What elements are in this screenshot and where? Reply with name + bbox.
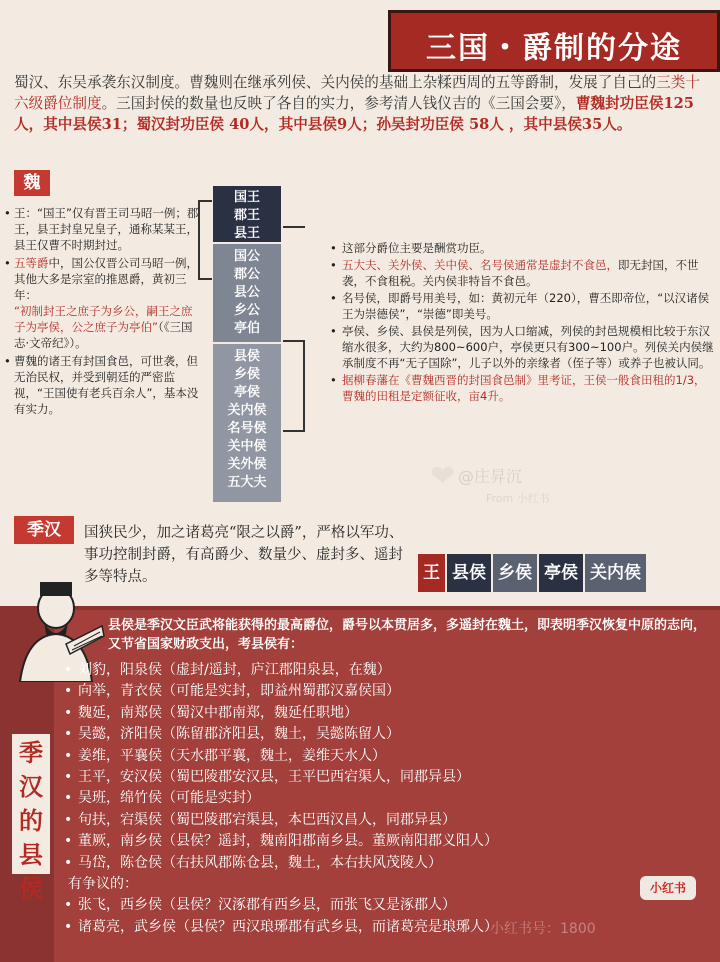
list-item: • 吴懿，济阳侯（陈留郡济阳县，魏土，吴懿陈留人）: [62, 724, 712, 745]
list-item: • 姜维，平襄侯（天水郡平襄，魏土，姜维天水人）: [62, 746, 712, 767]
rank-box-dukes: [213, 244, 281, 342]
heart-icon: ❤: [430, 459, 456, 494]
bracket-right: [283, 340, 305, 432]
list-item: • 吴班，绵竹侯（可能是实封）: [62, 788, 712, 809]
note-quote: “初制封王之庶子为乡公，嗣王之庶子为亭侯，公之庶子为亭伯”: [14, 304, 193, 334]
wei-note-king: [4, 205, 200, 253]
wei-rnote-1: [330, 240, 714, 256]
rank-item: 乡公: [233, 303, 260, 318]
disputed-heading: 有争议的：: [68, 876, 138, 893]
author-watermark: @庄昇沉: [458, 467, 523, 486]
note-highlight: 据柳春藩在《曹魏西晋的封国食邑制》里考证，王侯一般食田租的1/3，曹魏的田租是定额征收，亩4升。: [342, 373, 706, 403]
rank-box-marquises: [213, 344, 281, 502]
wei-note-five-ranks: [4, 255, 200, 351]
wei-rnote-3: [330, 290, 714, 322]
note-text: 名号侯，即爵号用美号，如：黄初元年（220），曹丕即帝位，“以汉诸侯王为崇德侯”，“崇德”即美号。: [342, 291, 710, 321]
wei-rnote-2: [330, 257, 714, 289]
title-banner: [388, 10, 720, 72]
rank-box-kings: [213, 186, 281, 242]
rank-item: 五大夫: [227, 475, 267, 490]
list-item: • 马岱，陈仓侯（右扶风郡陈仓县，魏土，本右扶风茂陵人）: [62, 853, 712, 874]
han-rank-bar: [418, 554, 648, 592]
list-item: • 刘豹，阳泉侯（虚封/遥封，庐江郡阳泉县，在魏）: [62, 660, 712, 681]
rank-item: 名号侯: [227, 421, 267, 436]
rank-item: 乡侯: [233, 367, 260, 382]
bracket-left: [198, 200, 212, 280]
rank-item: 郡王: [233, 208, 260, 223]
rank-township-marquis: 乡侯: [493, 554, 537, 592]
intro-text-2: 。三国封侯的数量也反映了各自的实力，参考清人钱仪吉的《三国会要》，: [101, 95, 576, 112]
list-item: • 王平，安汉侯（蜀巴陵郡安汉县，王平巴西宕渠人，同郡异县）: [62, 767, 712, 788]
source-watermark: From 小红书: [486, 492, 550, 505]
intro-paragraph: [14, 72, 714, 135]
county-intro: 县侯是季汉文臣武将能获得的最高爵位，爵号以本贯居多，多遥封在魏土，即表明季汉恢复中原的志向，又节省国家财政支出，考县侯有：: [108, 618, 707, 652]
list-item: • 董厥，南乡侯（县侯？遥封，魏南阳郡南乡县。董厥南阳郡义阳人）: [62, 831, 712, 852]
note-highlight: 五大夫、关外侯、关中侯、名号侯通常是虚封不食邑，: [342, 258, 618, 272]
rank-item: 县公: [233, 285, 260, 300]
note-citation: （《三国志·文帝纪》）。: [14, 320, 193, 350]
rank-item: 郡公: [233, 267, 260, 282]
county-marquis-list: [62, 660, 712, 938]
rank-item: 县侯: [233, 349, 260, 364]
list-item: • 魏延，南郑侯（蜀汉中郡南郑，魏延任职地）: [62, 703, 712, 724]
wei-rnote-5: [330, 372, 714, 404]
list-item: • 向举，青衣侯（可能是实封，即益州蜀郡汉嘉侯国）: [62, 681, 712, 702]
note-text: 即无封国，不世袭，不食租税。关内侯非特旨不食邑。: [342, 258, 699, 288]
wei-label: 魏: [14, 170, 50, 196]
rank-item: 关外侯: [227, 457, 267, 472]
wei-note-princes: [4, 353, 200, 417]
rank-item: 关内侯: [227, 403, 267, 418]
xiaohongshu-logo: 小红书: [640, 876, 696, 900]
rank-guannei-marquis: 关内侯: [585, 554, 646, 592]
han-label: 季汉: [14, 516, 74, 544]
rank-pavilion-marquis: 亭侯: [539, 554, 583, 592]
note-text: 王：“国王”仅有晋王司马昭一例；郡王，县王封皇兄皇子，通称某某王，县王仅曹不时期封过。: [14, 206, 199, 252]
note-text: 曹魏的诸王有封国食邑，可世袭，但无治民权，并受到朝廷的严密监视，“王国使有老兵百余人”，基本没有实力。: [14, 354, 199, 416]
bottom-watermark: 小红书号：1800: [490, 921, 596, 937]
intro-text-1: 蜀汉、东吴承袭东汉制度。曹魏则在继承列侯、关内侯的基础上杂糅西周的五等爵制，发展了自己的: [14, 74, 657, 91]
rank-item: 国公: [233, 249, 260, 264]
note-text: 亭侯、乡侯、县侯是列侯，因为人口缩减，列侯的封邑规模相比较于东汉缩水很多，大约为800~600户，亭侯更只有300~100户。列侯关内侯继承制度不再“无子国除”，儿子以外的亲缘者（侄子等）或养子也被认同。: [342, 324, 714, 370]
list-item: • 句扶，宕渠侯（蜀巴陵郡宕渠县，本巴西汉昌人，同郡异县）: [62, 810, 712, 831]
rank-county-marquis: 县侯: [447, 554, 491, 592]
list-item: • 张飞，西乡侯（县侯？汉涿郡有西乡县，而张飞又是涿郡人）: [62, 895, 712, 916]
county-marquis-label: 季汉的县侯: [12, 734, 50, 874]
rank-item: 亭侯: [233, 385, 260, 400]
intro-highlight-2: 曹魏封功臣侯125人，其中县侯31；蜀汉封功臣侯 40人，其中县侯9人；孙吴封功臣侯 58人 ，其中县侯35人。: [14, 95, 694, 133]
han-description: 国狭民少，加之诸葛亮“限之以爵”，严格以军功、事功控制封爵，有高爵少、数量少、虚封多、遥封多等特点。: [84, 525, 404, 585]
rank-item: 关中侯: [227, 439, 267, 454]
rank-item: 县王: [233, 226, 260, 241]
rank-king: 王: [418, 554, 445, 592]
wei-rnote-4: [330, 323, 714, 371]
intro-highlight-1: 三类十六级爵位制度: [14, 74, 700, 112]
wei-left-notes: [4, 205, 200, 419]
note-highlight: 五等爵: [14, 256, 49, 270]
wei-right-notes: [330, 240, 714, 405]
rank-item: 国王: [233, 190, 260, 205]
bracket-right-top: [283, 226, 305, 228]
note-text: 中，国公仅晋公司马昭一例，其他大多是宗室的推恩爵，黄初三年：: [14, 256, 198, 302]
list-item: • 诸葛亮，武乡侯（县侯？西汉琅琊郡有武乡县，而诸葛亮是琅琊人）: [62, 917, 712, 938]
rank-item: 亭伯: [233, 321, 260, 336]
note-text: 这部分爵位主要是酬赏功臣。: [342, 241, 492, 255]
page-title: 三国・爵制的分途: [426, 31, 682, 66]
